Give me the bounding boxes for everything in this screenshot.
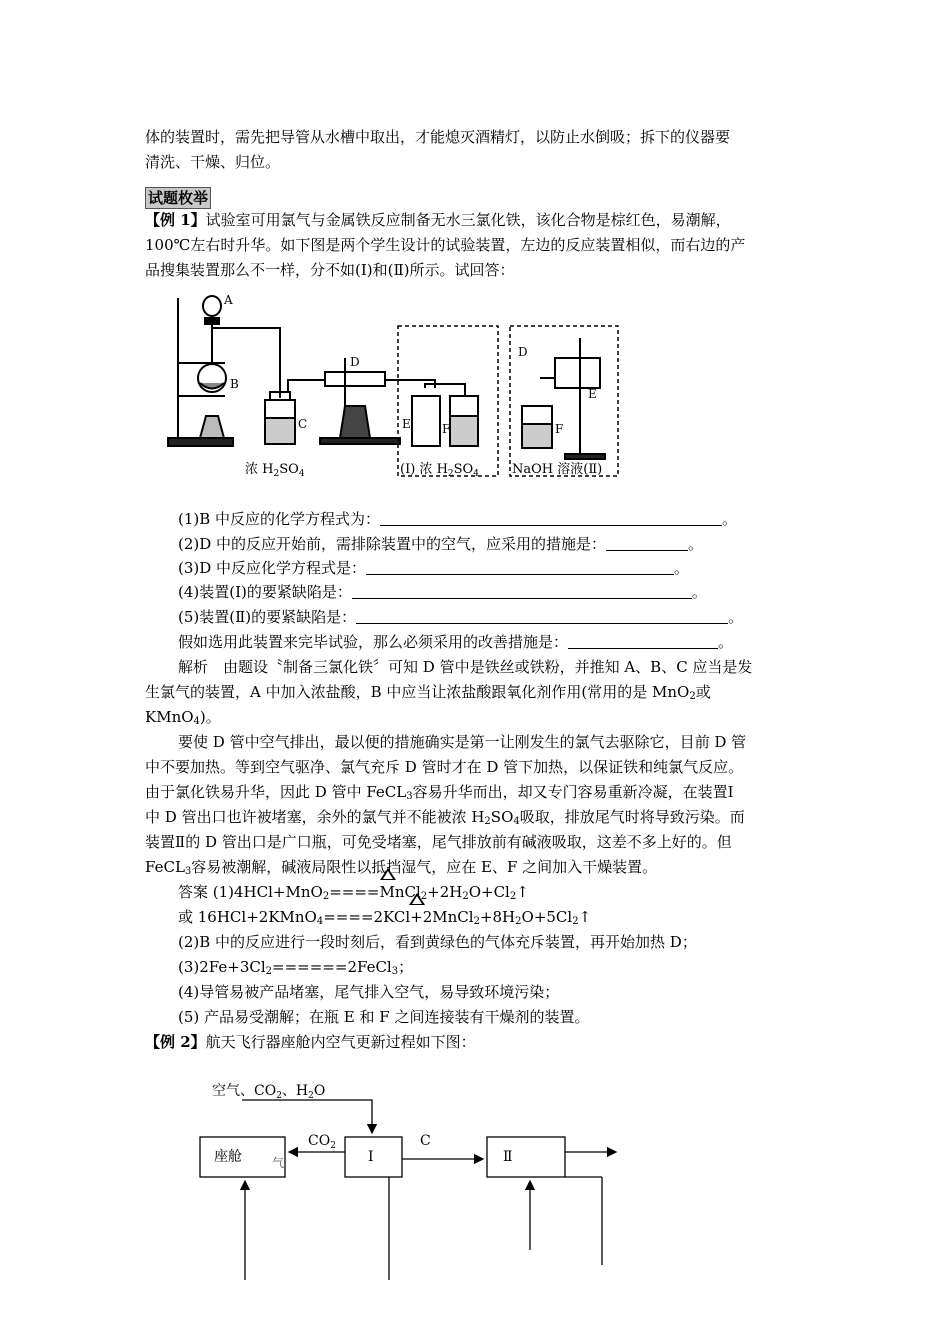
answer-blank[interactable] <box>366 560 674 575</box>
question-3: (3)D 中反应化学方程式是： 。 <box>178 559 690 577</box>
answer-line: $(3)2Fe+3Cl_2======2FeCl_3$； <box>178 958 414 977</box>
label-B: B <box>230 377 239 391</box>
svg-text:(Ⅰ) 浓 H2SO4 <box>400 462 479 479</box>
svg-text:NaOH 溶液(Ⅱ) <box>512 461 602 477</box>
section-heading: 试题枚举 <box>145 187 211 209</box>
flow-co2-label: CO <box>308 1133 331 1149</box>
caption-sub2b: 2 <box>447 469 454 479</box>
heat-triangle-icon: ==MnCl <box>354 883 421 901</box>
question-2: (2)D 中的反应开始前，需排除装置中的空气，应采用的措施是： 。 <box>178 535 704 553</box>
caption-nong2: 浓 <box>419 462 433 477</box>
flow-top-label: 空气、CO <box>212 1083 277 1099</box>
unit-II-box <box>487 1137 565 1177</box>
svg-text:空气、CO2、H2O: 空气、$CO_2$、$H_2O$ <box>212 1083 326 1101</box>
caption-II: (Ⅱ) <box>583 462 603 477</box>
flow-diagram <box>190 1075 630 1280</box>
question-1: (1)B 中反应的化学方程式为： 。 <box>178 510 738 528</box>
label-D2: D <box>518 345 528 359</box>
caption-h: H <box>262 462 274 477</box>
example1-line <box>145 209 731 231</box>
answer-blank[interactable] <box>356 609 728 624</box>
example-text: 试验室可用氯气与金属铁反应制备无水三氯化铁，该化合物是棕红色，易潮解， <box>205 211 731 229</box>
heat-triangle-icon: =2KCl+2MnCl <box>360 908 474 926</box>
unit-I-label: I <box>368 1149 374 1165</box>
intro-line: 体的装置时，需先把导管从水槽中取出，才能熄灭酒精灯，以防止水倒吸；拆下的仪器要 <box>145 128 731 146</box>
answer-line: 或 $16HCl+2KMnO_4====2KCl+2MnCl_2+8H_2O+5Cl_2↑$ <box>178 908 592 927</box>
analysis-line: 由于氯化铁易升华，因此 D 管中 FeCL$_3$容易升华而出，却又专门容易重新冷凝，在装置Ⅰ <box>145 783 734 802</box>
analysis-line: KMnO$_4$)。 <box>145 708 221 727</box>
analysis-line: 生氯气的装置，A 中加入浓盐酸，B 中应当让浓盐酸跟氧化剂作用(常用的是 MnO$_2$或 <box>145 683 711 702</box>
answer-line: 答案 $(1)4HCl+MnO_2====MnCl_2+2H_2O+Cl_2↑$ <box>178 883 529 902</box>
caption-sub4b: 4 <box>473 469 479 479</box>
caption-nong: 浓 <box>245 462 259 477</box>
answer-blank[interactable] <box>568 634 718 649</box>
cabin-tail: 气 <box>272 1156 285 1170</box>
answer-line: (5) 产品易受潮解；在瓶 E 和 F 之间连接装有干燥剂的装置。 <box>178 1008 590 1026</box>
cabin-label: 座舱 <box>214 1149 242 1165</box>
label-F: F <box>442 422 451 436</box>
analysis-line: 中 D 管出口也许被堵塞，余外的氯气并不能被浓 $H_2SO_4$吸取，排放尾气时将导致污染。而 <box>145 808 745 827</box>
label-A: A <box>224 293 233 307</box>
answer-blank[interactable] <box>352 584 692 599</box>
caption-h2: H <box>436 462 448 477</box>
question-5: (5)装置(Ⅱ)的要紧缺陷是： 。 <box>178 608 744 626</box>
answer-blank[interactable] <box>606 536 688 551</box>
example-tag: 【例 2】 <box>145 1033 206 1051</box>
caption-so2: SO <box>453 462 474 477</box>
svg-text:浓 H2SO4 <box>245 462 305 479</box>
answer-line: (4)导管易被产品堵塞，尾气排入空气，易导致环境污染； <box>178 983 560 1001</box>
label-D: D <box>350 355 360 369</box>
analysis-line: 解析 由题设〝制备三氯化铁〞可知 D 管中是铁丝或铁粉，并推知 A、B、C 应当是发 <box>178 658 753 676</box>
answer-blank[interactable] <box>380 511 722 526</box>
label-E2: E <box>588 387 597 401</box>
caption-sub4: 4 <box>298 469 305 479</box>
label-E: E <box>402 417 411 431</box>
caption-so: SO <box>279 462 299 477</box>
intro-line: 清洗、干燥、归位。 <box>145 153 281 171</box>
label-C: C <box>298 417 308 431</box>
analysis-line: 装置Ⅱ的 D 管出口是广口瓶，可免受堵塞，尾气排放前有碱液吸取，这差不多上好的。但 <box>145 833 732 851</box>
svg-text:CO2: $CO_2$ <box>308 1133 336 1151</box>
example1-line: 100℃左右时升华。如下图是两个学生设计的试验装置，左边的反应装置相似，而右边的产 <box>145 236 746 254</box>
answer-line: (2)B 中的反应进行一段时刻后，看到黄绿色的气体充斥装置，再开始加热 D； <box>178 933 697 951</box>
example2-line: 【例 2】航天飞行器座舱内空气更新过程如下图： <box>145 1033 476 1051</box>
example1-line: 品搜集装置那么不一样，分不如(Ⅰ)和(Ⅱ)所示。试回答： <box>145 261 515 279</box>
flow-c-label: C <box>420 1133 431 1149</box>
analysis-line: FeCL$_3$容易被潮解，碱液局限性以抵挡湿气，应在 E、F 之间加入干燥装置。 <box>145 858 658 877</box>
question-4: (4)装置(Ⅰ)的要紧缺陷是： 。 <box>178 583 707 601</box>
example-tag: 【例 1】 <box>145 211 206 229</box>
caption-naoh: NaOH 溶液 <box>512 462 584 477</box>
unit-II-label: Ⅱ <box>503 1149 513 1165</box>
caption-sub2: 2 <box>273 469 280 479</box>
question-6: 假如选用此装置来完毕试验，那么必须采用的改善措施是： 。 <box>178 633 734 651</box>
apparatus-figure <box>150 288 630 483</box>
label-F2: F <box>555 422 564 436</box>
caption-I: (Ⅰ) <box>400 462 416 477</box>
analysis-line: 要使 D 管中空气排出，最以便的措施确实是第一让刚发生的氯气去驱除它，目前 D 管 <box>178 733 747 751</box>
analysis-line: 中不要加热。等到空气驱净、氯气充斥 D 管时才在 D 管下加热，以保证铁和纯氯气反应。 <box>145 758 744 776</box>
